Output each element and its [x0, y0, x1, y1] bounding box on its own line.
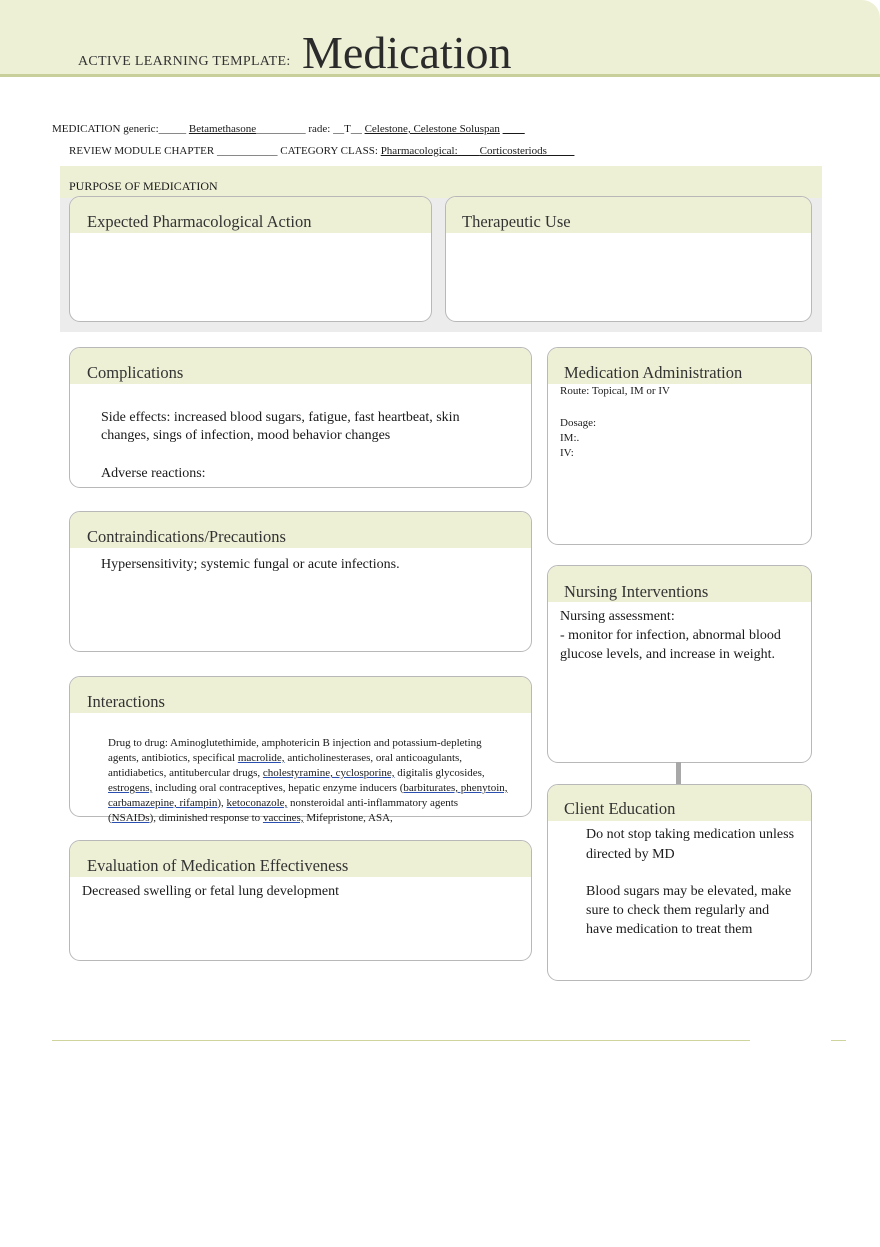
page-title: Medication — [302, 27, 512, 78]
client-education-title: Client Education — [564, 799, 676, 818]
adverse-reactions-text: Adverse reactions: — [101, 466, 206, 481]
trade-gap-2: __ — [350, 123, 362, 135]
interactions-text-2: anticholinesterases, oral anticoagulants, antidiabetics, antitubercular drugs, — [108, 752, 463, 779]
estrogens-link[interactable]: estrogens, — [108, 782, 153, 794]
administration-title: Medication Administration — [564, 363, 743, 382]
medication-line — [52, 123, 525, 135]
trade-end: ____ — [502, 123, 525, 135]
footer-line — [52, 1040, 750, 1041]
macrolide-link[interactable]: macrolide, — [237, 752, 285, 764]
interactions-text-5: ), — [217, 797, 227, 809]
interactions-text-4: including oral contraceptives, hepatic enzyme inducers ( — [152, 782, 404, 794]
interactions-text-3: digitalis glycosides, — [394, 767, 485, 779]
category-value[interactable]: Corticosteriods_____ — [479, 145, 575, 157]
interactions-title: Interactions — [87, 692, 165, 711]
nursing-assessment-text: - monitor for infection, abnormal blood glucose levels, and increase in weight. — [560, 628, 781, 662]
side-effects-text: Side effects: increased blood sugars, fatigue, fast heartbeat, skin changes, sings of infection, mood behavior changes — [101, 410, 460, 443]
medication-prefix: MEDICATION — [52, 123, 121, 135]
trade-value[interactable]: Celestone, Celestone Soluspan — [364, 123, 500, 135]
iv-text: IV: — [560, 447, 574, 459]
review-module-chapter[interactable]: REVIEW MODULE CHAPTER ___________ — [69, 145, 278, 157]
footer-line-short — [831, 1040, 846, 1041]
expected-action-title: Expected Pharmacological Action — [87, 212, 312, 231]
generic-value[interactable]: Betamethasone — [188, 123, 257, 135]
purpose-label: PURPOSE OF MEDICATION — [69, 179, 218, 193]
category-pharm: Pharmacological:____ — [380, 145, 480, 157]
dosage-text: Dosage: — [560, 417, 597, 429]
connector-line — [676, 762, 681, 784]
category-label: CATEGORY CLASS: — [280, 145, 378, 157]
review-line — [69, 145, 574, 157]
interactions-text-6: nonsteroidal anti-inflammatory agents ( — [108, 797, 459, 824]
trade-gap: __ — [333, 123, 345, 135]
barbiturates-link[interactable]: barbiturates, phenytoin, carbamazepine, rifampin — [108, 782, 508, 809]
im-text: IM:. — [560, 432, 580, 444]
generic-label: generic:_____ — [123, 123, 187, 135]
trade-letter: T — [344, 123, 351, 135]
evaluation-title: Evaluation of Medication Effectiveness — [87, 856, 349, 875]
nursing-interventions-title: Nursing Interventions — [564, 582, 709, 601]
interactions-text-8: Mifepristone, ASA, — [303, 812, 393, 824]
contraindications-text: Hypersensitivity; systemic fungal or acute infections. — [101, 557, 400, 572]
client-education-text-2: Blood sugars may be elevated, make sure to check them regularly and have medication to treat them — [586, 884, 792, 937]
complications-title: Complications — [87, 363, 184, 382]
route-text: Route: Topical, IM or IV — [560, 385, 670, 397]
nsaids-link[interactable]: NSAIDs — [111, 812, 150, 824]
client-education-text-1: Do not stop taking medication unless directed by MD — [586, 827, 795, 862]
vaccines-link[interactable]: vaccines, — [262, 812, 304, 824]
trade-label: rade: — [308, 123, 331, 135]
evaluation-text: Decreased swelling or fetal lung development — [82, 884, 339, 899]
cholestyramine-link[interactable]: cholestyramine, cyclosporine, — [262, 767, 395, 779]
template-label: ACTIVE LEARNING TEMPLATE: — [78, 54, 291, 69]
interactions-text-1: Drug to drug: Aminoglutethimide, amphotericin B injection and potassium-depleting agents, antibiotics, specifical — [108, 737, 482, 764]
therapeutic-use-title: Therapeutic Use — [462, 212, 571, 231]
interactions-text — [108, 736, 508, 826]
contraindications-title: Contraindications/Precautions — [87, 527, 286, 546]
generic-gap: _________ — [256, 123, 306, 135]
interactions-text-7: ), diminished response to — [149, 812, 263, 824]
nursing-assessment-label: Nursing assessment: — [560, 609, 675, 624]
ketoconazole-link[interactable]: ketoconazole, — [226, 797, 288, 809]
